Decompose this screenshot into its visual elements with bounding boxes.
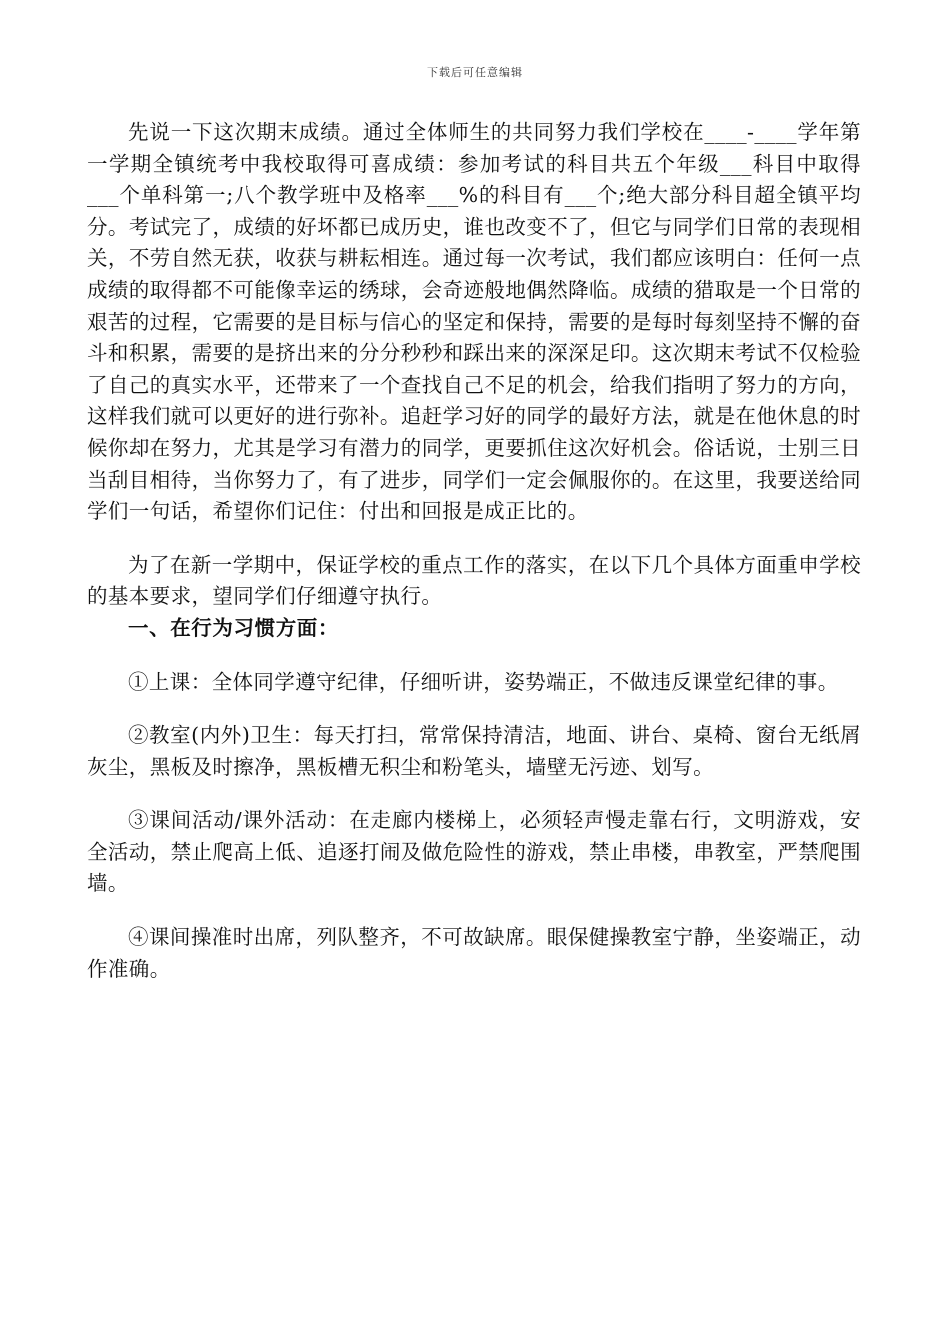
paragraph-requirements-intro: 为了在新一学期中，保证学校的重点工作的落实，在以下几个具体方面重申学校的基本要求，望同学们仔细遵守执行。 — [87, 552, 861, 609]
list-item-classroom-hygiene: ②教室(内外)卫生：每天打扫，常常保持清洁，地面、讲台、桌椅、窗台无纸屑灰尘，黑板及时擦净，黑板槽无积尘和粉笔头，墙壁无污迹、划写。 — [87, 723, 861, 779]
list-item-class-discipline: ①上课：全体同学遵守纪律，仔细听讲，姿势端正，不做违反课堂纪律的事。 — [128, 669, 839, 694]
document-body — [87, 117, 861, 985]
paragraph-exam-results: 先说一下这次期末成绩。通过全体师生的共同努力我们学校在____-____学年第一学期全镇统考中我校取得可喜成绩：参加考试的科目共五个年级___科目中取得___个单科第一;八个教学班中及格率___%的科目有___个;绝大部分科目超全镇平均分。考试完了，成绩的好坏都已成历史，谁也改变不了，但它与同学们日常的表现相关，不劳自然无获，收获与耕耘相连。通过每一次考试，我们都应该明白：任何一点成绩的取得都不可能像幸运的绣球，会奇迹般地偶然降临。成绩的猎取是一个日常的艰苦的过程，它需要的是目标与信心的坚定和保持，需要的是每时每刻坚持不懈的奋斗和积累，需要的是挤出来的分分秒秒和踩出来的深深足印。这次期末考试不仅检验了自己的真实水平，还带来了一个查找自己不足的机会，给我们指明了努力的方向，这样我们就可以更好的进行弥补。追赶学习好的同学的最好方法，就是在他休息的时候你却在努力，尤其是学习有潜力的同学，更要抓住这次好机会。俗话说，士别三日当刮目相待，当你努力了，有了进步，同学们一定会佩服你的。在这里，我要送给同学们一句话，希望你们记住：付出和回报是成正比的。 — [87, 120, 861, 524]
list-item-break-activities: ③课间活动/课外活动：在走廊内楼梯上，必须轻声慢走靠右行，文明游戏，安全活动，禁止爬高上低、追逐打闹及做危险性的游戏，禁止串楼，串教室，严禁爬围墙。 — [87, 808, 861, 896]
header-note: 下载后可任意编辑 — [427, 66, 523, 79]
section-heading-behavior: 一、在行为习惯方面： — [128, 615, 339, 640]
list-item-exercises: ④课间操准时出席，列队整齐，不可故缺席。眼保健操教室宁静，坐姿端正，动作准确。 — [87, 925, 861, 981]
